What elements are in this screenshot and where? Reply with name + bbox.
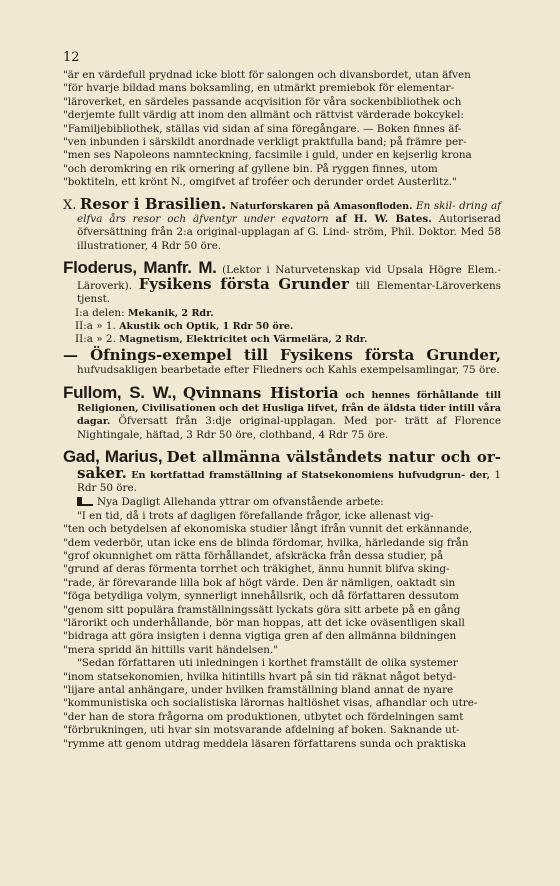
entry-body: Autoriserad öfversättning från 2:a original-upplagan af G. Lind- ström, Phil. Doktor. Med 58 illustrationer, 4 Rdr 50 öre.: [77, 213, 501, 252]
quote-line: "men ses Napoleons namnteckning, facsimile i guld, under en kejserlig krona: [63, 149, 472, 162]
review-line: "lärorikt och underhållande, bör man hoppas, att det icke oväsentligen skall: [63, 617, 465, 630]
entry-price: 1 Rdr 50 öre.: [77, 468, 501, 494]
part-text: Akustik och Optik, 1 Rdr 50 öre.: [119, 320, 294, 332]
quote-line: "för hvarje bildad mans boksamling, en utmärkt premiebok för elementar-: [63, 82, 455, 95]
page-content: [63, 69, 501, 751]
entry-author: Gad, Marius,: [63, 447, 163, 467]
entry-body: Öfversatt från 3:dje original-upplagan. Med por- trätt af Florence Nightingale, häftad, 3 Rdr 50 öre, clothband, 4 Rdr 75 öre.: [77, 415, 501, 441]
review-line: "genom sitt populära framställningssätt lyckats göra sitt arbete på en gång: [63, 603, 461, 616]
exercises-title: — Öfnings-exempel till Fysikens första Grunder,: [63, 345, 501, 364]
entry-author: af H. W. Bates.: [335, 213, 432, 226]
entry-body: till Elementar-Läroverkens tjenst.: [77, 279, 501, 306]
review-line: "kommunistiska och socialistiska lärornas haltlöshet visas, afhandlar och utre-: [63, 697, 478, 710]
review-text: [63, 510, 501, 751]
part-label: II:a » 2.: [75, 333, 116, 346]
review-line: "dem vederbör, utan icke ens de blinda fördomar, hvilka, härledande sig från: [63, 536, 469, 549]
quote-line: "läroverket, en särdeles passande acqvisition för våra sockenbibliothek och: [63, 95, 462, 108]
review-line: "I en tid, då i trots af dagligen förefallande frågor, icke allenast vig-: [77, 509, 434, 522]
entry-subtitle: En kortfattad framställning af Statsekonomiens hufvudgrun- der,: [131, 469, 490, 481]
entry-title: Det allmänna välståndets natur och or- saker.: [77, 448, 501, 482]
entry-role: (Lektor i Naturvetenskap vid Upsala Högre Elem.- Läroverk).: [77, 264, 501, 292]
quote-line: "och deromkring en rik ornering af gyllene bin. På ryggen finnes, utom: [63, 162, 438, 175]
entry-title: Qvinnans Historia: [183, 383, 339, 402]
entry-number: X.: [63, 197, 77, 213]
review-line: "föga betydliga volym, synnerligt innehållsrik, och då författaren dessutom: [63, 590, 459, 603]
part-label: I:a delen:: [75, 306, 125, 319]
review-intro: Nya Dagligt Allehanda yttrar om ofvanstående arbete:: [97, 496, 384, 509]
entry-author: Fullom, S. W.,: [63, 382, 177, 402]
quote-line: "derjemte fullt värdig att inom den allmänt och rättvist värderade bokcykel:: [63, 109, 464, 122]
part-text: Magnetism, Elektricitet och Värmelära, 2 Rdr.: [119, 334, 368, 346]
review-line: "ten och betydelsen af ekonomiska studier långt ifrån vunnit det erkännande,: [63, 523, 473, 536]
part-row: [63, 333, 501, 346]
part-row: [63, 320, 501, 333]
entry-floderus: [63, 258, 501, 377]
entry-subtitle: och hennes förhållande till Religionen, Civilisationen och det Husliga lifvet, från de äldsta tider intill våra dagar.: [77, 389, 502, 428]
entry-italic: En skil- dring af elfva års resor och äfventyr under eqvatorn: [77, 199, 501, 226]
entry-title: Resor i Brasilien.: [79, 194, 227, 213]
entry-author: Floderus, Manfr. M.: [63, 258, 217, 278]
entry-fullom: [63, 382, 502, 443]
pointing-hand-icon: [77, 497, 93, 506]
entry-bates: [63, 194, 501, 254]
quote-line: "är en värdefull prydnad icke blott för salongen och divansbordet, utan äfven: [63, 69, 471, 81]
review-line: "grof okunnighet om rätta förhållandet, afskräcka från dessa studier, på: [63, 550, 444, 562]
part-row: [63, 307, 501, 320]
exercises-body: hufvudsakligen bearbetade efter Fliedners och Kahls exempelsamlingar, 75 öre.: [77, 364, 500, 377]
review-line: "grund af deras förmenta torrhet och träkighet, ännu hunnit blifva sking-: [63, 563, 450, 576]
entry-title: Fysikens första Grunder: [138, 274, 349, 293]
part-text: Mekanik, 2 Rdr.: [127, 307, 214, 319]
review-line: "rymme att genom utdrag meddela läsaren författarens sunda och praktiska: [63, 737, 467, 750]
entry-gad: [63, 447, 501, 751]
review-line: "bidraga att göra insigten i denna vigtiga gren af den allmänna bildningen: [63, 630, 457, 643]
part-label: II:a » 1.: [75, 319, 116, 332]
review-line: "mera spridd än hittills varit händelsen.": [63, 643, 279, 656]
review-line: "rade, är förevarande lilla bok af högt värde. Den är nämligen, oaktadt sin: [63, 576, 456, 589]
review-line: "förbrukningen, uti hvar sin motsvarande afdelning af boken. Saknande ut-: [63, 724, 460, 737]
intro-quote: [63, 69, 501, 190]
review-line: "inom statsekonomien, hvilka hitintills hvart på sin tid räknat något betyd-: [63, 670, 457, 683]
quote-line: "ven inbunden i särskildt anordnade verkligt praktfulla band; på främre per-: [63, 136, 467, 149]
page-number: 12: [63, 50, 80, 65]
entry-subtitle: Naturforskaren på Amasonfloden.: [229, 200, 413, 212]
review-line: "Sedan författaren uti inledningen i korthet framställt de olika systemer: [77, 657, 458, 670]
review-line: "der han de stora frågorna om produktionen, utbytet och fördelningen samt: [63, 710, 464, 723]
quote-line: "boktiteln, ett krönt N., omgifvet af troféer och derunder ordet Austerlitz.": [63, 176, 457, 189]
review-line: "lijare antal anhängare, under hvilken framställning bland annat de nyare: [63, 684, 454, 697]
quote-line: "Familjebibliothek, ställas vid sidan af sina föregångare. — Boken finnes äf-: [63, 122, 462, 135]
